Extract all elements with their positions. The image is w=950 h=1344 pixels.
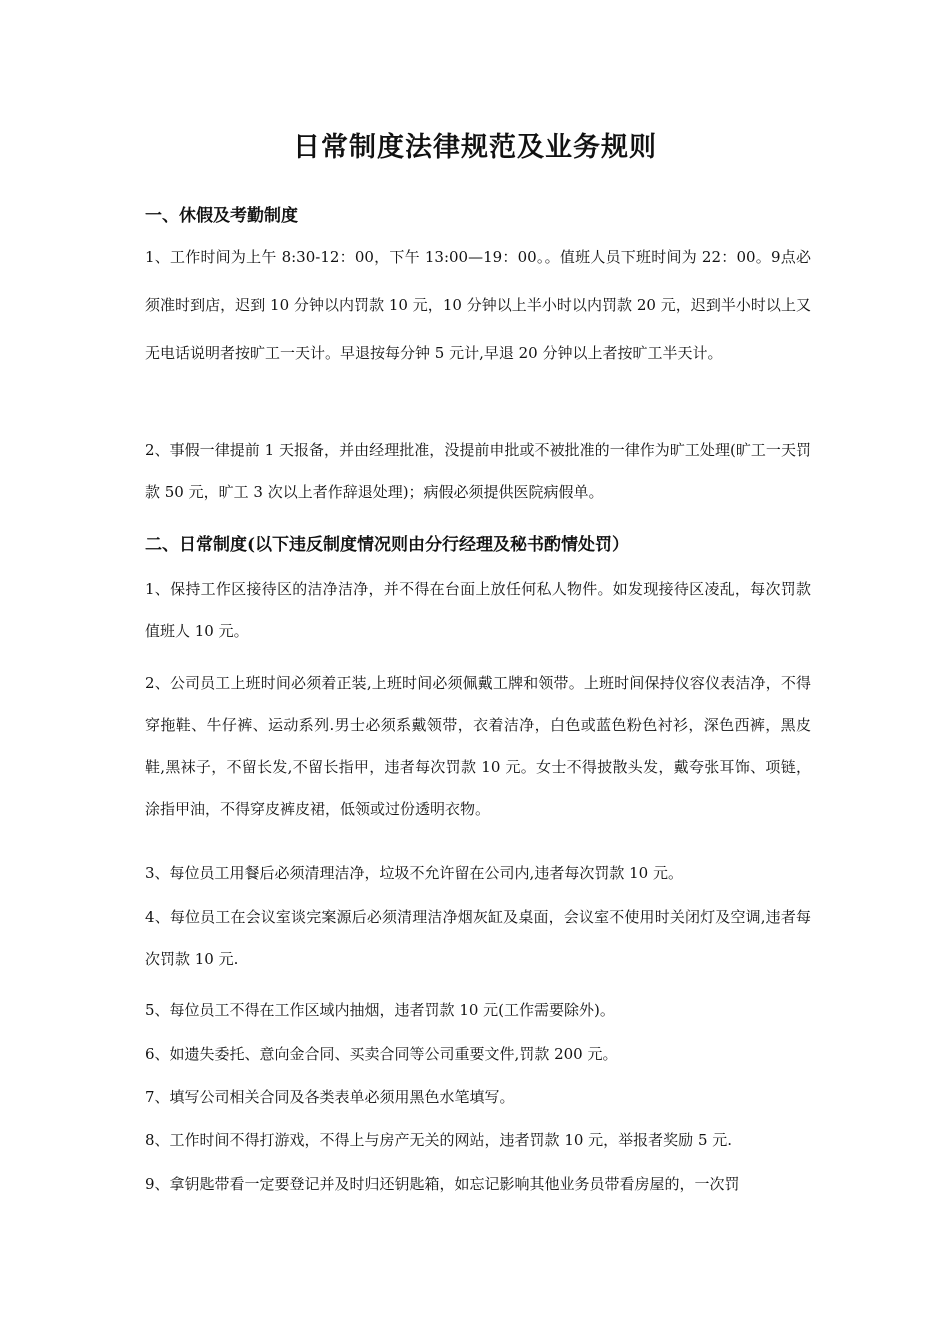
- daily-rule-4: 4、每位员工在会议室谈完案源后必须清理洁净烟灰缸及桌面，会议室不使用时关闭灯及空调,违者每次罚款 10 元.: [145, 908, 811, 968]
- daily-rule-7: 7、填写公司相关合同及各类表单必须用黑色水笔填写。: [145, 1088, 515, 1106]
- daily-rule-5: 5、每位员工不得在工作区域内抽烟，违者罚款 10 元(工作需要除外)。: [145, 1001, 615, 1019]
- section-heading-leave-attendance: 一、休假及考勤制度: [145, 206, 298, 226]
- document-title: 日常制度法律规范及业务规则: [293, 132, 657, 163]
- attendance-rule-2: 2、事假一律提前 1 天报备，并由经理批准，没提前申批或不被批准的一律作为旷工处理(旷工一天罚款 50 元，旷工 3 次以上者作辞退处理)；病假必须提供医院病假单。: [145, 441, 811, 501]
- daily-rule-2: 2、公司员工上班时间必须着正装,上班时间必须佩戴工牌和领带。上班时间保持仪容仪表洁净，不得穿拖鞋、牛仔裤、运动系列.男士必须系戴领带，衣着洁净，白色或蓝色粉色衬衫，深色西裤，黑皮鞋,黑袜子，不留长发,不留长指甲，违者每次罚款 10 元。女士不得披散头发，戴夸张耳饰、项链，涂指甲油，不得穿皮裤皮裙，低领或过份透明衣物。: [145, 674, 811, 818]
- section-heading-daily-rules: 二、日常制度(以下违反制度情况则由分行经理及秘书酌情处罚）: [145, 535, 630, 555]
- daily-rule-8: 8、工作时间不得打游戏，不得上与房产无关的网站，违者罚款 10 元，举报者奖励 5 元.: [145, 1131, 733, 1149]
- daily-rule-1: 1、保持工作区接待区的洁净洁净，并不得在台面上放任何私人物件。如发现接待区凌乱，每次罚款值班人 10 元。: [145, 580, 811, 640]
- daily-rule-6: 6、如遗失委托、意向金合同、买卖合同等公司重要文件,罚款 200 元。: [145, 1045, 618, 1063]
- daily-rule-3: 3、每位员工用餐后必须清理洁净，垃圾不允许留在公司内,违者每次罚款 10 元。: [145, 864, 683, 882]
- attendance-rule-1: 1、工作时间为上午 8:30-12：00，下午 13:00—19：00。。值班人员下班时间为 22：00。9点必须准时到店，迟到 10 分钟以内罚款 10 元，10 分钟以上半小时以内罚款 20 元，迟到半小时以上又无电话说明者按旷工一天计。早退按每分钟 5 元计,早退 20 分钟以上者按旷工半天计。: [145, 248, 811, 362]
- daily-rule-9: 9、拿钥匙带看一定要登记并及时归还钥匙箱，如忘记影响其他业务员带看房屋的，一次罚: [145, 1175, 740, 1193]
